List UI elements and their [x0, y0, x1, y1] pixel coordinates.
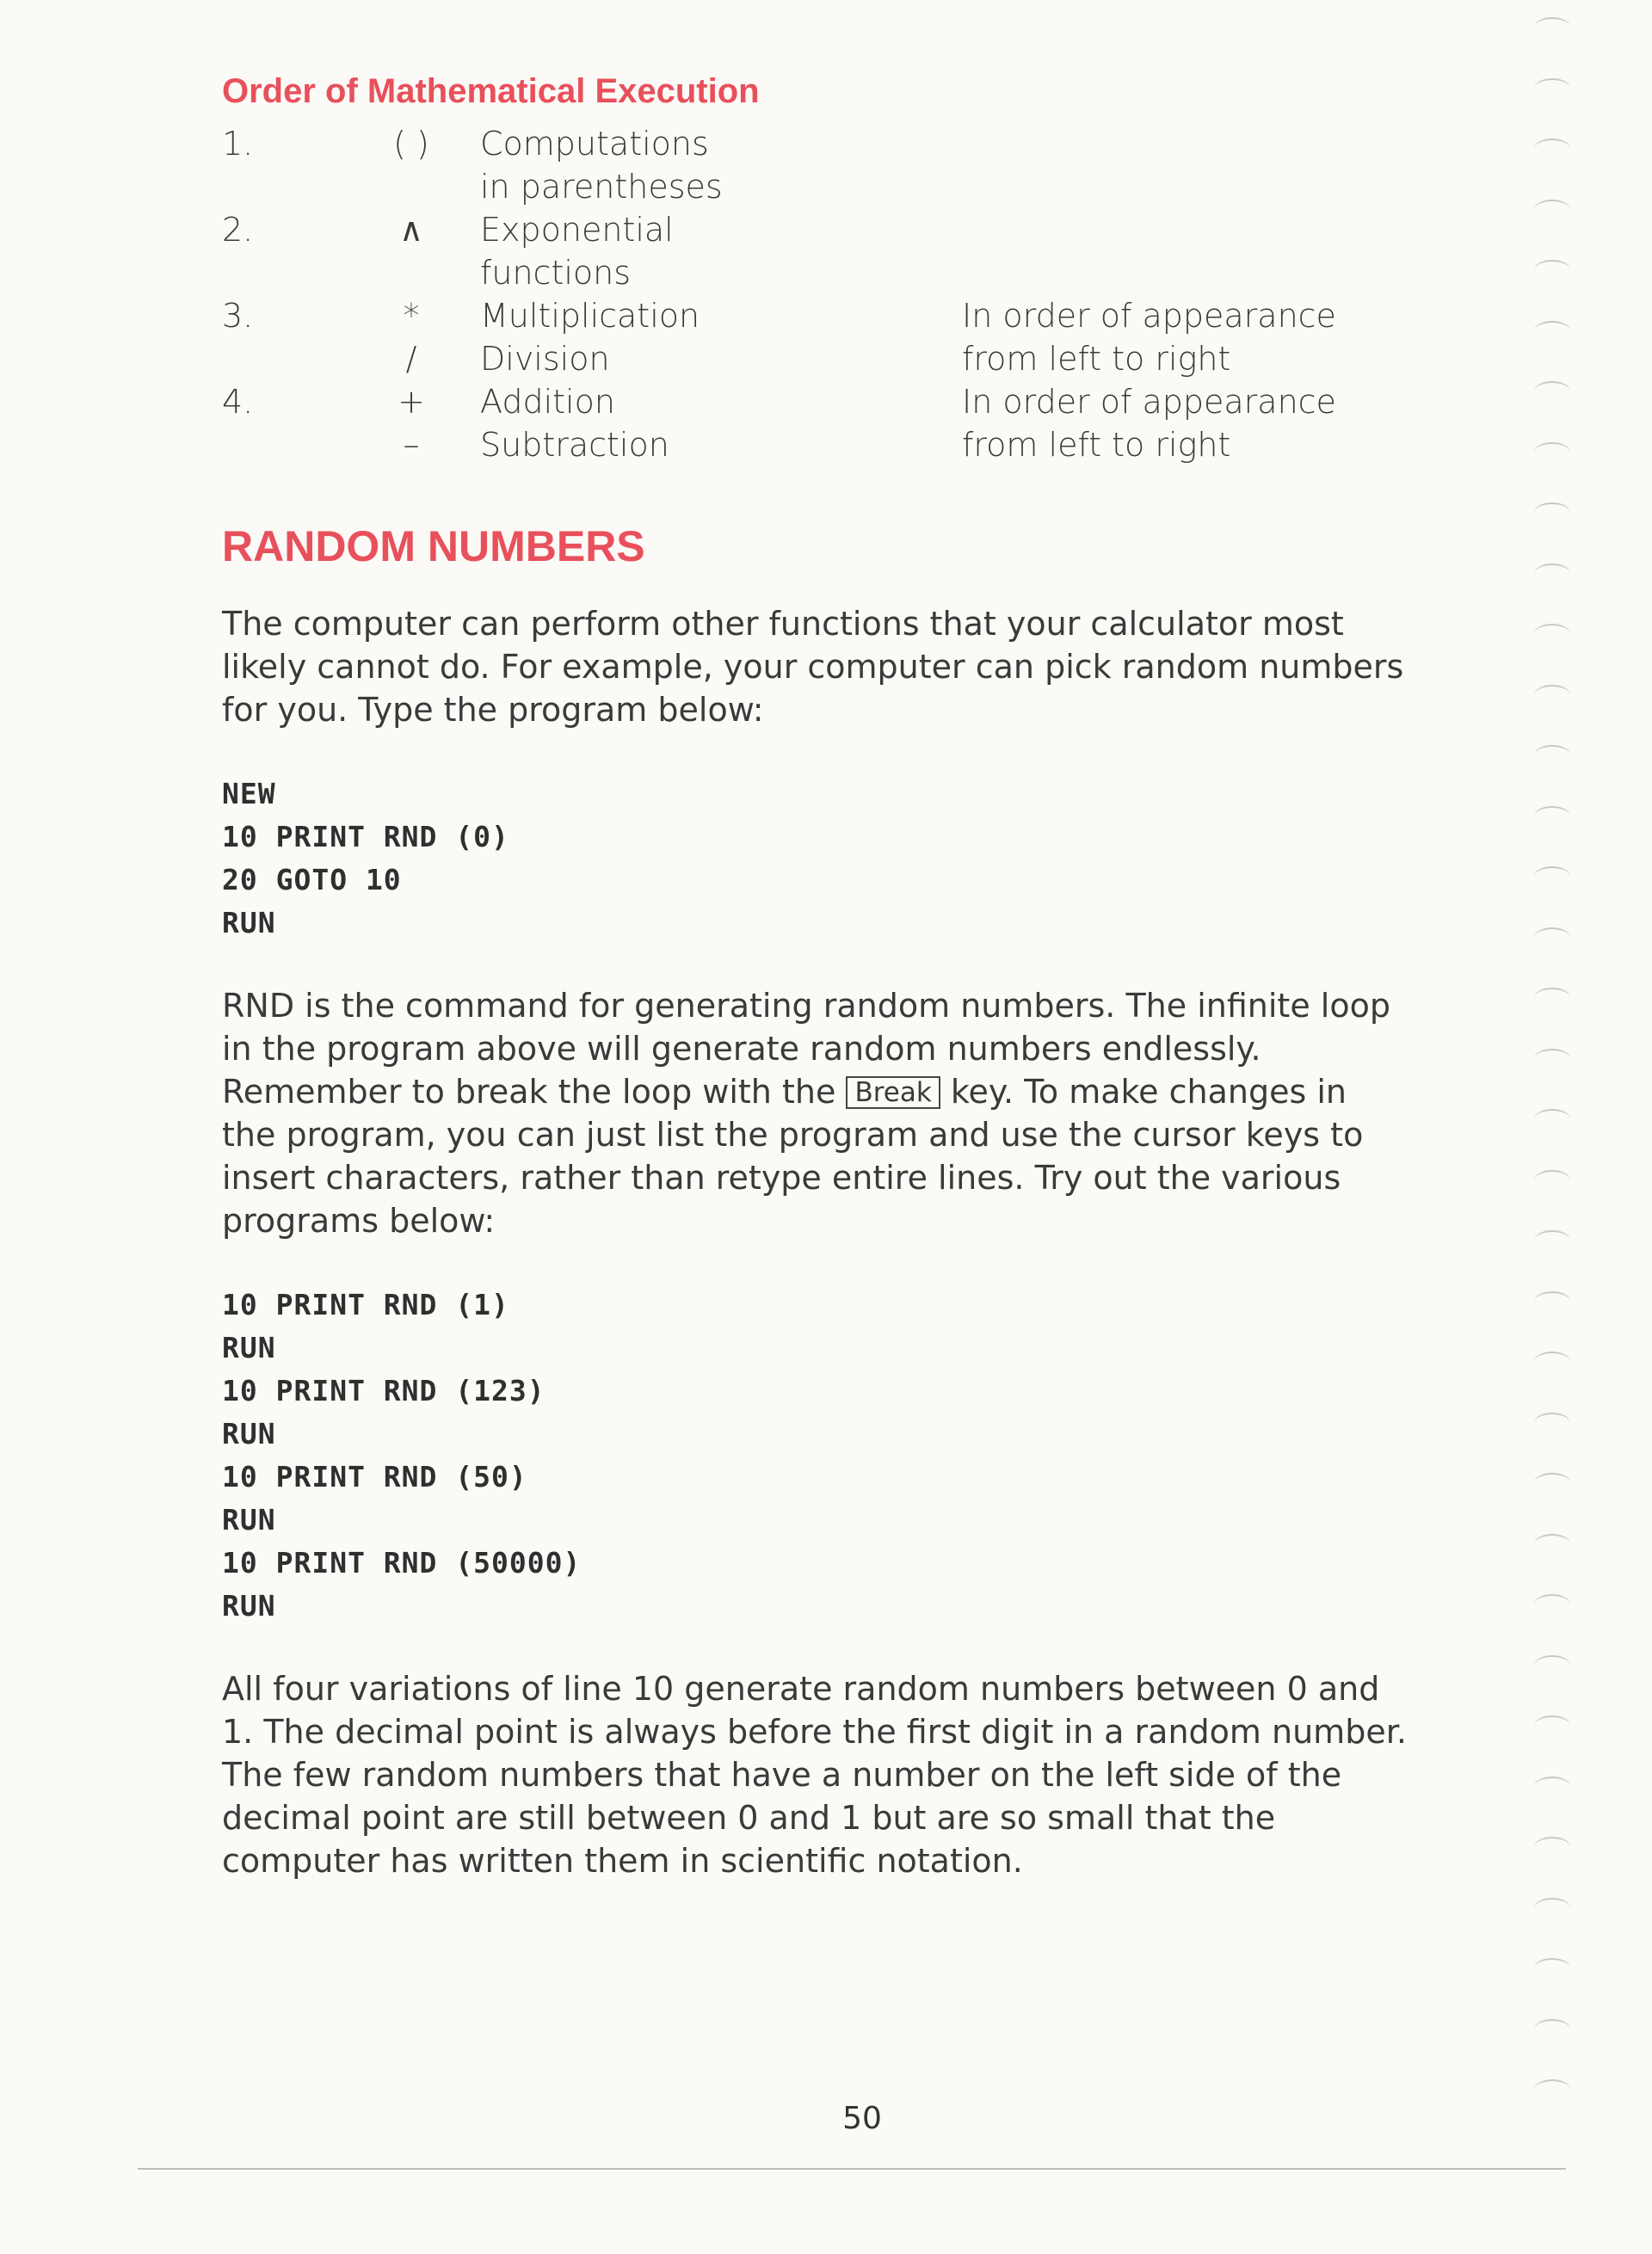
order-symbol: ( )	[393, 125, 429, 163]
binding-hole	[1534, 1230, 1570, 1251]
binding-hole	[1534, 1413, 1570, 1433]
binding-hole	[1534, 1594, 1570, 1615]
order-note: from left to right	[962, 426, 1231, 464]
binding-hole	[1534, 1655, 1570, 1676]
code-line: 20 GOTO 10	[222, 863, 402, 896]
order-symbol: +	[398, 383, 425, 421]
binding-hole	[1534, 139, 1570, 159]
binding-hole	[1534, 200, 1570, 220]
binding-hole	[1534, 1534, 1570, 1555]
page-number: 50	[842, 2101, 882, 2136]
binding-hole	[1534, 78, 1570, 99]
binding-hole	[1534, 381, 1570, 402]
binding-hole	[1534, 502, 1570, 523]
order-note: In order of appearance	[962, 383, 1336, 421]
binding-hole	[1534, 685, 1570, 705]
binding-hole	[1534, 624, 1570, 644]
rnd-paragraph	[222, 984, 1409, 1242]
binding-hole	[1534, 2019, 1570, 2040]
order-description: Division	[480, 340, 610, 378]
order-symbol: –	[403, 426, 420, 464]
code-line: 10 PRINT RND (0)	[222, 820, 509, 853]
order-description: Subtraction	[480, 426, 669, 464]
order-symbol: ∧	[399, 211, 423, 249]
code-line: 10 PRINT RND (50)	[222, 1460, 527, 1493]
code-line: RUN	[222, 1589, 276, 1623]
code-line: RUN	[222, 1331, 276, 1364]
random-numbers-heading: RANDOM NUMBERS	[222, 522, 645, 570]
order-number: 3.	[222, 297, 254, 335]
binding-hole	[1534, 745, 1570, 766]
code-line: 10 PRINT RND (1)	[222, 1288, 509, 1321]
code-line: NEW	[222, 777, 276, 810]
binding-hole	[1534, 1473, 1570, 1493]
order-row	[222, 208, 1409, 294]
order-row	[222, 122, 1409, 208]
binding-hole	[1534, 1715, 1570, 1736]
code-line: RUN	[222, 906, 276, 939]
order-note: from left to right	[962, 340, 1231, 378]
binding-hole	[1534, 564, 1570, 584]
binding-hole	[1534, 260, 1570, 280]
order-description: Multiplication	[480, 297, 700, 335]
binding-hole	[1534, 17, 1570, 38]
intro-paragraph: The computer can perform other functions that your calculator most likely cannot do. For example, your computer can pick random numbers for you. Type the program below:	[222, 605, 1404, 729]
binding-hole	[1534, 1049, 1570, 1069]
order-row	[222, 380, 1409, 423]
order-note: In order of appearance	[962, 297, 1336, 335]
binding-hole	[1534, 1958, 1570, 1979]
code-block-2	[222, 1284, 1409, 1628]
binding-hole	[1534, 927, 1570, 948]
rnd-text-before-key: RND is the command for generating random numbers. The infinite loop in the program above will generate random numbers endlessly. Remember to break the loop with the	[222, 987, 1390, 1111]
order-number: 1.	[222, 125, 254, 163]
order-number: 2.	[222, 211, 254, 249]
binding-hole	[1534, 1109, 1570, 1130]
binding-hole	[1534, 1291, 1570, 1312]
binding-hole	[1534, 1837, 1570, 1857]
order-row	[222, 337, 1409, 380]
bottom-rule	[138, 2168, 1566, 2170]
binding-hole	[1534, 806, 1570, 827]
order-description: Computations in parentheses	[480, 125, 723, 206]
binding-hole	[1534, 321, 1570, 342]
binding-hole	[1534, 2079, 1570, 2100]
rnd-text-after-key: key. To make changes in the program, you can just list the program and use the cursor keys to insert characters, rather than retype entire lines. Try out the various programs below:	[222, 1073, 1364, 1240]
page-content	[222, 60, 1409, 1882]
binding-hole	[1534, 1898, 1570, 1918]
binding-hole	[1534, 442, 1570, 463]
order-heading: Order of Mathematical Execution	[222, 72, 760, 110]
order-description: Exponential functions	[480, 211, 674, 292]
code-block-1	[222, 773, 1409, 945]
binding-hole	[1534, 866, 1570, 887]
closing-paragraph: All four variations of line 10 generate random numbers between 0 and 1. The decimal point is always before the first digit in a random number. The few random numbers that have a number on the left side of the decimal point are still between 0 and 1 but are so small that the computer has written them in scientific notation.	[222, 1670, 1407, 1880]
order-table	[222, 122, 1409, 466]
binding-holes	[1523, 0, 1652, 2168]
break-key-label: Break	[846, 1076, 940, 1109]
code-line: RUN	[222, 1503, 276, 1537]
code-line: 10 PRINT RND (123)	[222, 1374, 546, 1407]
code-line: RUN	[222, 1417, 276, 1450]
binding-hole	[1534, 1352, 1570, 1372]
order-symbol: /	[405, 340, 417, 378]
binding-hole	[1534, 988, 1570, 1008]
order-row	[222, 294, 1409, 337]
binding-hole	[1534, 1777, 1570, 1797]
order-row	[222, 423, 1409, 466]
binding-hole	[1534, 1170, 1570, 1191]
order-description: Addition	[480, 383, 615, 421]
order-number: 4.	[222, 383, 254, 421]
code-line: 10 PRINT RND (50000)	[222, 1546, 582, 1580]
order-symbol: *	[403, 297, 420, 335]
